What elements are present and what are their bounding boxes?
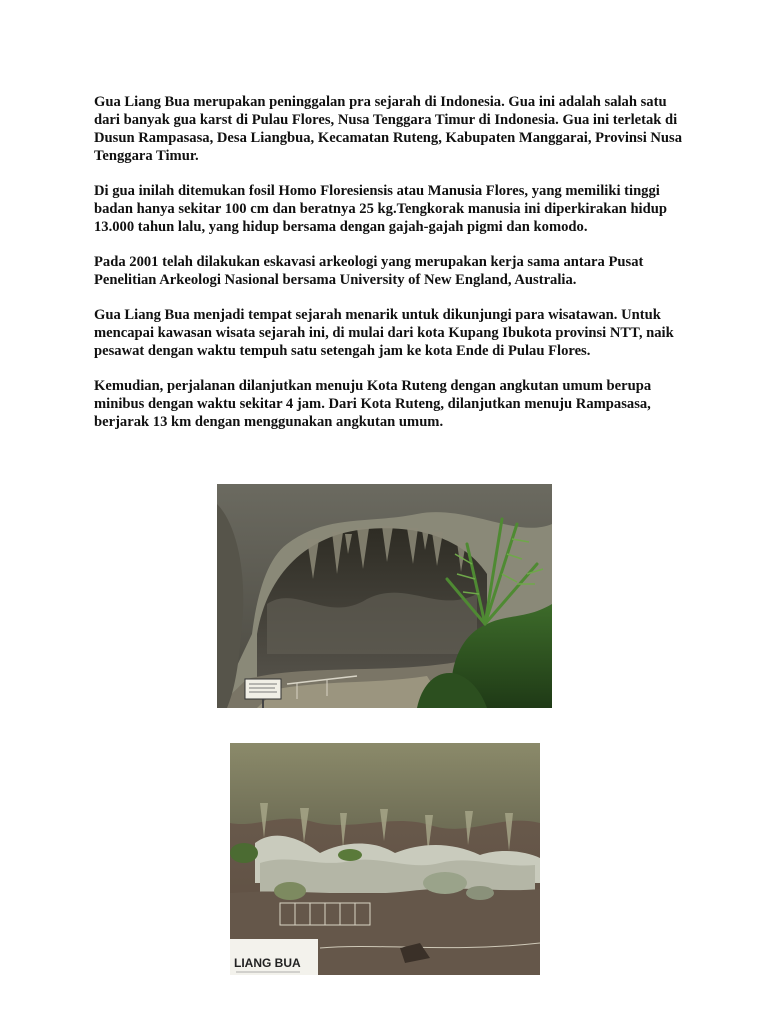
liang-bua-sign-text: LIANG BUA [234, 956, 301, 970]
paragraph-intro: Gua Liang Bua merupakan peninggalan pra sejarah di Indonesia. Gua ini adalah salah satu dari banyak gua karst di Pulau Flores, Nusa Tenggara Timur di Indonesia. Gua ini terletak di Dusun Rampasasa, Desa Liangbua, Kecamatan Ruteng, Kabupaten Manggarai, Provinsi Nusa Tenggara Timur. [94, 94, 683, 164]
paragraph-tourism: Gua Liang Bua menjadi tempat sejarah menarik untuk dikunjungi para wisatawan. Untuk mencapai kawasan wisata sejarah ini, di mulai dari kota Kupang Ibukota provinsi NTT, naik pesawat dengan waktu tempuh satu setengah jam ke kota Ende di Pulau Flores. [94, 307, 674, 359]
paragraph-travel-route: Kemudian, perjalanan dilanjutkan menuju Kota Ruteng dengan angkutan umum berupa minibus dengan waktu sekitar 4 jam. Dari Kota Ruteng, dilanjutkan menuju Rampasasa, berjarak 13 km dengan menggunakan angkutan umum. [94, 378, 652, 430]
paragraph-excavation: Pada 2001 telah dilakukan eskavasi arkeologi yang merupakan kerja sama antara Pusat Penelitian Arkeologi Nasional bersama University of New England, Australia. [94, 254, 644, 288]
article-text [94, 93, 684, 448]
excavation-site-photo [230, 743, 540, 975]
paragraph-homo-floresiensis: Di gua inilah ditemukan fosil Homo Floresiensis atau Manusia Flores, yang memiliki tinggi badan hanya sekitar 100 cm dan beratnya 25 kg.Tengkorak manusia ini diperkirakan hidup 13.000 tahun lalu, yang hidup bersama dengan gajah-gajah pigmi dan komodo. [94, 183, 667, 235]
cave-entrance-photo [217, 484, 552, 708]
